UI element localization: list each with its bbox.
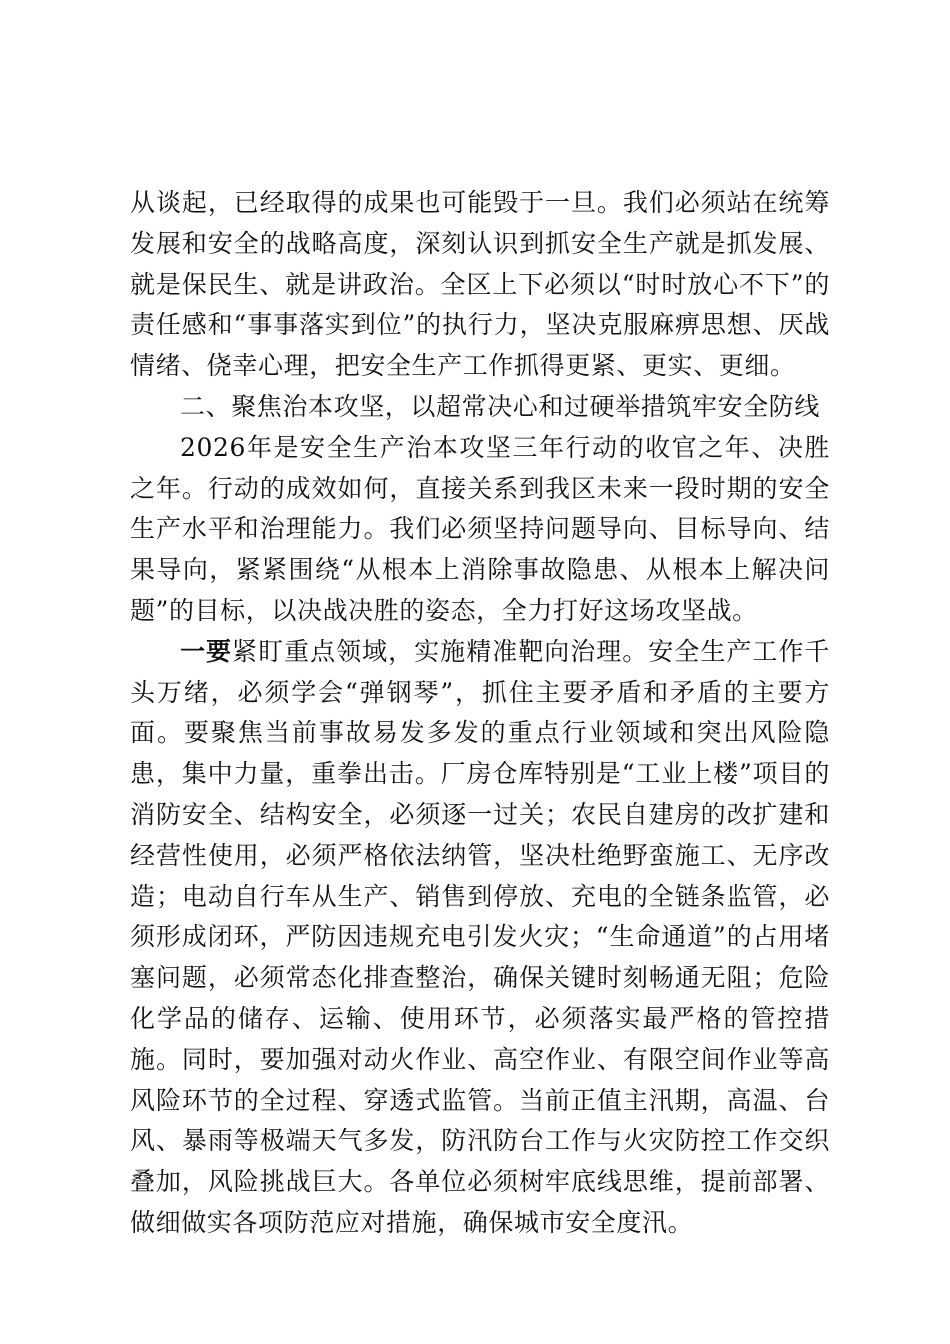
paragraph-continuation xyxy=(130,183,830,387)
paragraph-lead: 一要 xyxy=(180,636,233,666)
section-heading xyxy=(130,387,830,428)
document-body xyxy=(130,183,830,1244)
paragraph xyxy=(130,632,830,1244)
paragraph-text: 2026年是安全生产治本攻坚三年行动的收官之年、决胜之年。行动的成效如何，直接关系到我区未来一段时期的安全生产水平和治理能力。我们必须坚持问题导向、目标导向、结果导向，紧紧围绕“从根本上消除事故隐患、从根本上解决问题”的目标，以决战决胜的姿态，全力打好这场攻坚战。 xyxy=(130,432,830,625)
paragraph-text: 紧盯重点领域，实施精准靶向治理。安全生产工作千头万绪，必须学会“弹钢琴”，抓住主要矛盾和矛盾的主要方面。要聚焦当前事故易发多发的重点行业领域和突出风险隐患，集中力量，重拳出击。厂房仓库特别是“工业上楼”项目的消防安全、结构安全，必须逐一过关；农民自建房的改扩建和经营性使用，必须严格依法纳管，坚决杜绝野蛮施工、无序改造；电动自行车从生产、销售到停放、充电的全链条监管，必须形成闭环，严防因违规充电引发火灾；“生命通道”的占用堵塞问题，必须常态化排查整治，确保关键时刻畅通无阻；危险化学品的储存、运输、使用环节，必须落实最严格的管控措施。同时，要加强对动火作业、高空作业、有限空间作业等高风险环节的全过程、穿透式监管。当前正值主汛期，高温、台风、暴雨等极端天气多发，防汛防台工作与火灾防控工作交织叠加，风险挑战巨大。各单位必须树牢底线思维，提前部署、做细做实各项防范应对措施，确保城市安全度汛。 xyxy=(130,636,831,1237)
section-heading-text: 二、聚焦治本攻坚，以超常决心和过硬举措筑牢安全防线 xyxy=(180,391,821,421)
paragraph-text: 从谈起，已经取得的成果也可能毁于一旦。我们必须站在统筹发展和安全的战略高度，深刻认识到抓安全生产就是抓发展、就是保民生、就是讲政治。全区上下必须以“时时放心不下”的责任感和“事事落实到位”的执行力，坚决克服麻痹思想、厌战情绪、侥幸心理，把安全生产工作抓得更紧、更实、更细。 xyxy=(130,188,830,381)
paragraph xyxy=(130,428,830,632)
